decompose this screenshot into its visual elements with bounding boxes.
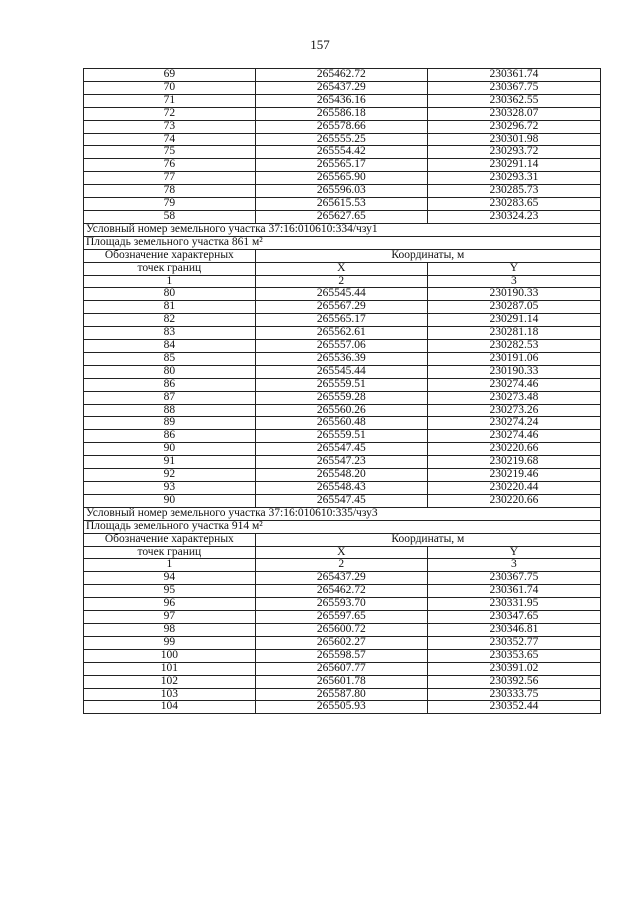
table-row [84,662,601,675]
point-id-cell: 87 [84,391,256,404]
parcel-number-label: Условный номер земельного участка 37:16:010610:335/чзу3 [84,507,601,520]
x-coordinate-cell: 265547.45 [255,443,427,456]
table-row [84,701,601,714]
point-id-cell: 71 [84,94,256,107]
x-coordinate-cell: 265548.20 [255,469,427,482]
column-number-1: 1 [84,275,256,288]
table-row [84,94,601,107]
x-coordinate-cell: 265627.65 [255,210,427,223]
column-number-3: 3 [427,275,600,288]
y-coordinate-cell: 230282.53 [427,340,600,353]
y-header: Y [427,546,600,559]
point-id-cell: 99 [84,636,256,649]
point-id-cell: 89 [84,417,256,430]
x-header: X [255,546,427,559]
column-number-3: 3 [427,559,600,572]
y-coordinate-cell: 230352.77 [427,636,600,649]
table-row [84,649,601,662]
point-id-cell: 86 [84,430,256,443]
table-row [84,404,601,417]
x-coordinate-cell: 265567.29 [255,301,427,314]
x-coordinate-cell: 265559.51 [255,430,427,443]
y-coordinate-cell: 230324.23 [427,210,600,223]
y-coordinate-cell: 230391.02 [427,662,600,675]
y-coordinate-cell: 230287.05 [427,301,600,314]
point-id-cell: 70 [84,81,256,94]
x-coordinate-cell: 265615.53 [255,198,427,211]
table-row [84,352,601,365]
point-id-cell: 86 [84,378,256,391]
table-row [84,675,601,688]
x-coordinate-cell: 265536.39 [255,352,427,365]
y-coordinate-cell: 230367.75 [427,572,600,585]
point-id-cell: 95 [84,585,256,598]
point-designation-header-line1: Обозначение характерных [84,249,256,262]
table-row [84,107,601,120]
table-row [84,494,601,507]
x-coordinate-cell: 265560.48 [255,417,427,430]
x-coordinate-cell: 265593.70 [255,598,427,611]
x-coordinate-cell: 265547.23 [255,456,427,469]
x-coordinate-cell: 265547.45 [255,494,427,507]
table-row [84,482,601,495]
x-coordinate-cell: 265437.29 [255,572,427,585]
coordinates-table [83,68,601,714]
x-coordinate-cell: 265548.43 [255,482,427,495]
x-coordinate-cell: 265555.25 [255,133,427,146]
table-row [84,391,601,404]
y-coordinate-cell: 230361.74 [427,69,600,82]
y-coordinate-cell: 230274.24 [427,417,600,430]
x-coordinate-cell: 265545.44 [255,365,427,378]
table-row [84,469,601,482]
x-coordinate-cell: 265601.78 [255,675,427,688]
y-coordinate-cell: 230220.66 [427,494,600,507]
x-coordinate-cell: 265578.66 [255,120,427,133]
table-row [84,210,601,223]
x-coordinate-cell: 265437.29 [255,81,427,94]
point-designation-header-line2: точек границ [84,546,256,559]
point-id-cell: 78 [84,185,256,198]
point-id-cell: 72 [84,107,256,120]
point-id-cell: 102 [84,675,256,688]
point-id-cell: 96 [84,598,256,611]
point-id-cell: 85 [84,352,256,365]
point-id-cell: 92 [84,469,256,482]
x-coordinate-cell: 265554.42 [255,146,427,159]
y-coordinate-cell: 230333.75 [427,688,600,701]
column-number-row [84,559,601,572]
column-header-row [84,533,601,546]
x-coordinate-cell: 265560.26 [255,404,427,417]
y-coordinate-cell: 230392.56 [427,675,600,688]
table-row [84,572,601,585]
table-row [84,611,601,624]
column-subheader-row [84,262,601,275]
y-coordinate-cell: 230347.65 [427,611,600,624]
table-row [84,288,601,301]
y-coordinate-cell: 230273.48 [427,391,600,404]
y-header: Y [427,262,600,275]
x-coordinate-cell: 265559.28 [255,391,427,404]
point-id-cell: 98 [84,623,256,636]
table-row [84,120,601,133]
table-row [84,327,601,340]
x-coordinate-cell: 265597.65 [255,611,427,624]
table-row [84,133,601,146]
table-row [84,365,601,378]
y-coordinate-cell: 230274.46 [427,430,600,443]
point-id-cell: 90 [84,443,256,456]
parcel-number-label: Условный номер земельного участка 37:16:010610:334/чзу1 [84,223,601,236]
table-row [84,185,601,198]
point-id-cell: 88 [84,404,256,417]
table-row [84,146,601,159]
table-row [84,69,601,82]
y-coordinate-cell: 230353.65 [427,649,600,662]
y-coordinate-cell: 230291.14 [427,159,600,172]
y-coordinate-cell: 230281.18 [427,327,600,340]
parcel-area-row [84,520,601,533]
coordinates-table-body [84,69,601,714]
point-designation-header-line2: точек границ [84,262,256,275]
column-header-row [84,249,601,262]
y-coordinate-cell: 230328.07 [427,107,600,120]
x-coordinate-cell: 265545.44 [255,288,427,301]
x-coordinate-cell: 265462.72 [255,585,427,598]
y-coordinate-cell: 230301.98 [427,133,600,146]
point-id-cell: 73 [84,120,256,133]
table-row [84,598,601,611]
point-id-cell: 100 [84,649,256,662]
y-coordinate-cell: 230220.66 [427,443,600,456]
table-row [84,443,601,456]
point-id-cell: 74 [84,133,256,146]
table-row [84,198,601,211]
y-coordinate-cell: 230273.26 [427,404,600,417]
table-row [84,417,601,430]
coordinates-header: Координаты, м [255,533,600,546]
point-id-cell: 104 [84,701,256,714]
y-coordinate-cell: 230285.73 [427,185,600,198]
point-id-cell: 69 [84,69,256,82]
page-number: 157 [310,37,330,52]
y-coordinate-cell: 230293.72 [427,146,600,159]
y-coordinate-cell: 230190.33 [427,365,600,378]
y-coordinate-cell: 230220.44 [427,482,600,495]
column-subheader-row [84,546,601,559]
table-row [84,159,601,172]
table-row [84,636,601,649]
x-coordinate-cell: 265562.61 [255,327,427,340]
parcel-area-row [84,236,601,249]
point-designation-header-line1: Обозначение характерных [84,533,256,546]
y-coordinate-cell: 230296.72 [427,120,600,133]
x-coordinate-cell: 265587.80 [255,688,427,701]
y-coordinate-cell: 230191.06 [427,352,600,365]
y-coordinate-cell: 230352.44 [427,701,600,714]
x-coordinate-cell: 265602.27 [255,636,427,649]
y-coordinate-cell: 230291.14 [427,314,600,327]
parcel-area-label: Площадь земельного участка 914 м² [84,520,601,533]
x-coordinate-cell: 265600.72 [255,623,427,636]
x-coordinate-cell: 265565.17 [255,314,427,327]
x-coordinate-cell: 265607.77 [255,662,427,675]
point-id-cell: 77 [84,172,256,185]
y-coordinate-cell: 230190.33 [427,288,600,301]
x-header: X [255,262,427,275]
point-id-cell: 91 [84,456,256,469]
x-coordinate-cell: 265586.18 [255,107,427,120]
point-id-cell: 90 [84,494,256,507]
point-id-cell: 76 [84,159,256,172]
point-id-cell: 101 [84,662,256,675]
table-row [84,456,601,469]
parcel-number-row [84,507,601,520]
column-number-2: 2 [255,275,427,288]
point-id-cell: 103 [84,688,256,701]
column-number-2: 2 [255,559,427,572]
y-coordinate-cell: 230293.31 [427,172,600,185]
y-coordinate-cell: 230362.55 [427,94,600,107]
x-coordinate-cell: 265559.51 [255,378,427,391]
point-id-cell: 93 [84,482,256,495]
table-row [84,688,601,701]
y-coordinate-cell: 230219.68 [427,456,600,469]
table-row [84,585,601,598]
coordinates-header: Координаты, м [255,249,600,262]
point-id-cell: 79 [84,198,256,211]
table-row [84,340,601,353]
table-row [84,430,601,443]
table-row [84,301,601,314]
x-coordinate-cell: 265462.72 [255,69,427,82]
y-coordinate-cell: 230361.74 [427,585,600,598]
parcel-area-label: Площадь земельного участка 861 м² [84,236,601,249]
x-coordinate-cell: 265557.06 [255,340,427,353]
x-coordinate-cell: 265598.57 [255,649,427,662]
y-coordinate-cell: 230274.46 [427,378,600,391]
parcel-number-row [84,223,601,236]
x-coordinate-cell: 265596.03 [255,185,427,198]
table-row [84,623,601,636]
y-coordinate-cell: 230331.95 [427,598,600,611]
table-row [84,314,601,327]
column-number-1: 1 [84,559,256,572]
x-coordinate-cell: 265436.16 [255,94,427,107]
x-coordinate-cell: 265505.93 [255,701,427,714]
point-id-cell: 83 [84,327,256,340]
x-coordinate-cell: 265565.90 [255,172,427,185]
point-id-cell: 75 [84,146,256,159]
x-coordinate-cell: 265565.17 [255,159,427,172]
point-id-cell: 84 [84,340,256,353]
point-id-cell: 80 [84,365,256,378]
table-row [84,172,601,185]
point-id-cell: 97 [84,611,256,624]
point-id-cell: 94 [84,572,256,585]
y-coordinate-cell: 230219.46 [427,469,600,482]
point-id-cell: 58 [84,210,256,223]
point-id-cell: 80 [84,288,256,301]
column-number-row [84,275,601,288]
y-coordinate-cell: 230283.65 [427,198,600,211]
y-coordinate-cell: 230346.81 [427,623,600,636]
point-id-cell: 82 [84,314,256,327]
table-row [84,378,601,391]
y-coordinate-cell: 230367.75 [427,81,600,94]
point-id-cell: 81 [84,301,256,314]
table-row [84,81,601,94]
